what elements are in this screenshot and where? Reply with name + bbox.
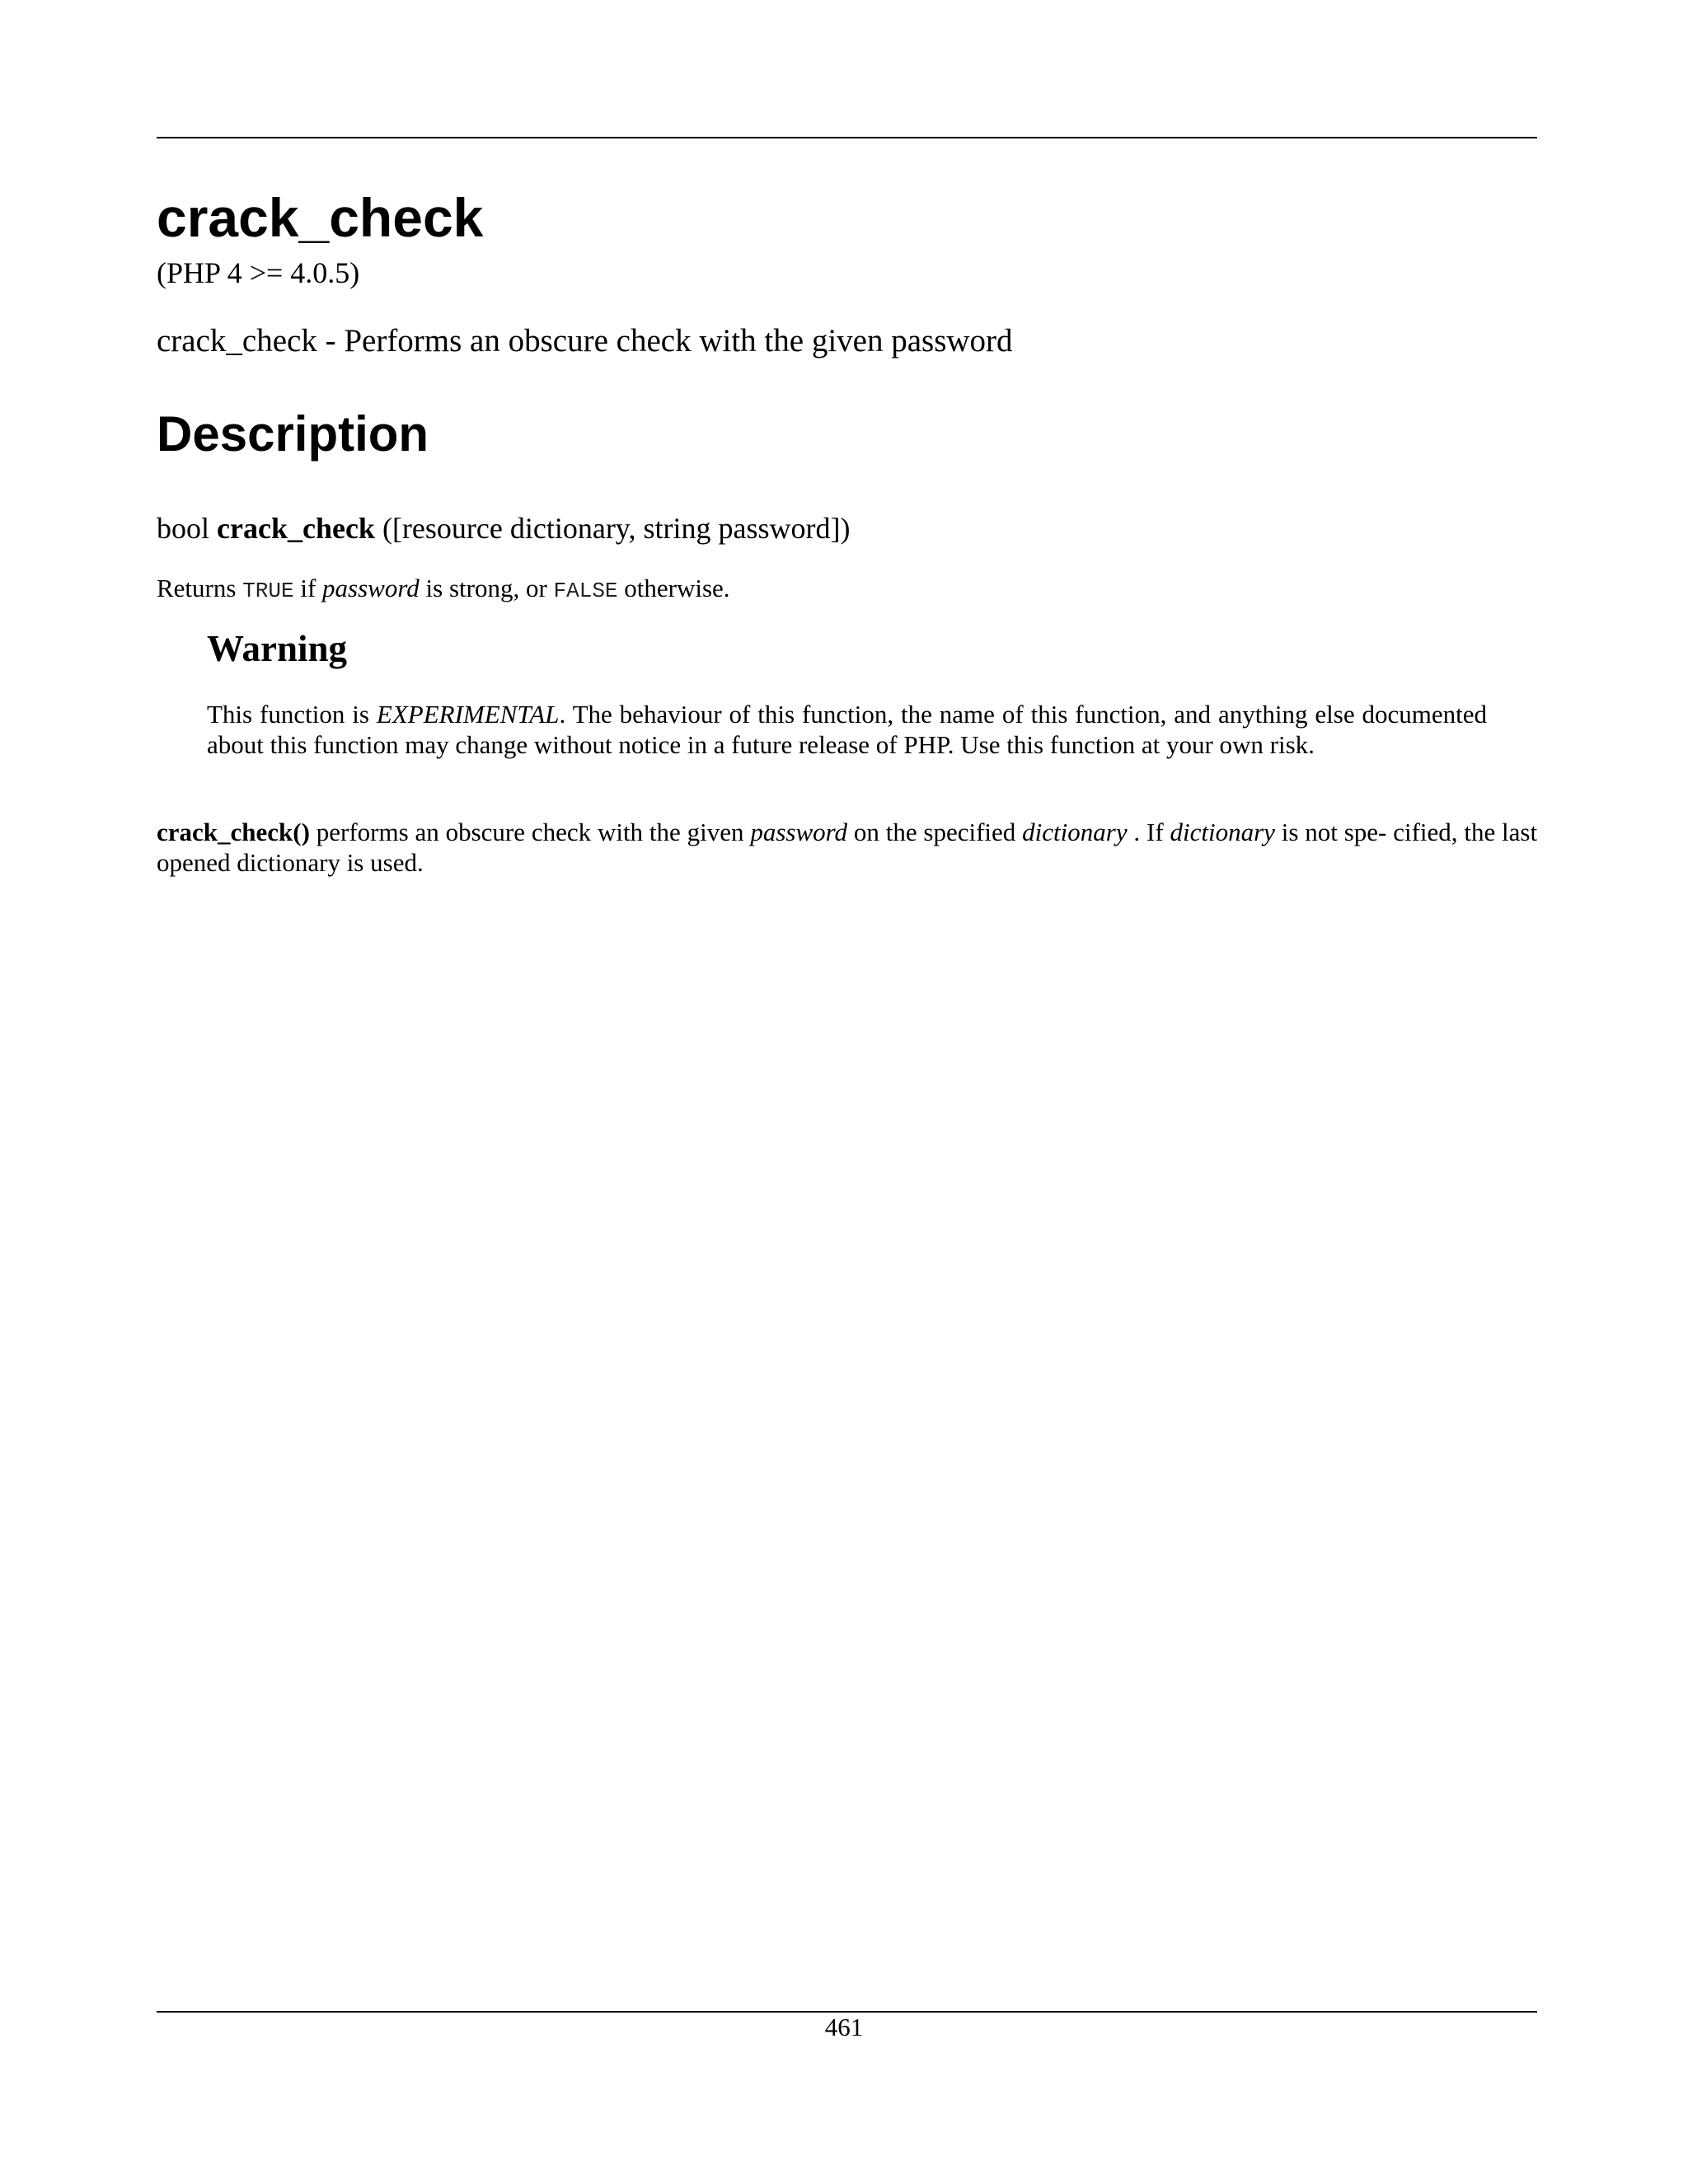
version-info: (PHP 4 >= 4.0.5) — [157, 256, 360, 289]
warning-title: Warning — [207, 628, 348, 669]
page-title: crack_check — [157, 187, 484, 248]
header-rule — [157, 137, 1537, 138]
warning-text: This function is EXPERIMENTAL. The behaviour of this function, the name of this function, and anything else documented about this function may change without notice in a future release of PHP. Use this function at your own risk. — [207, 700, 1488, 759]
body-paragraph: crack_check() performs an obscure check with the given password on the specified dictionary . If dictionary is not spe- cified, the last opened dictionary is used. — [157, 818, 1538, 877]
function-params: ([resource dictionary, string password]) — [382, 512, 851, 545]
return-type: bool — [157, 512, 210, 545]
function-purpose: crack_check - Performs an obscure check with the given password — [157, 323, 1013, 359]
password-param: password — [750, 818, 848, 846]
returns-paragraph: Returns TRUE if password is strong, or FALSE otherwise. — [157, 574, 730, 603]
page-number: 461 — [824, 2013, 864, 2041]
false-constant: FALSE — [553, 579, 618, 603]
description-heading: Description — [157, 406, 429, 462]
dictionary-param: dictionary — [1022, 818, 1128, 846]
true-constant: TRUE — [242, 579, 294, 603]
experimental-emphasis: EXPERIMENTAL — [376, 700, 560, 729]
dictionary-param: dictionary — [1170, 818, 1275, 846]
password-param: password — [322, 574, 420, 602]
function-reference: crack_check() — [157, 818, 310, 846]
function-synopsis — [157, 511, 850, 546]
function-name: crack_check — [217, 512, 375, 545]
